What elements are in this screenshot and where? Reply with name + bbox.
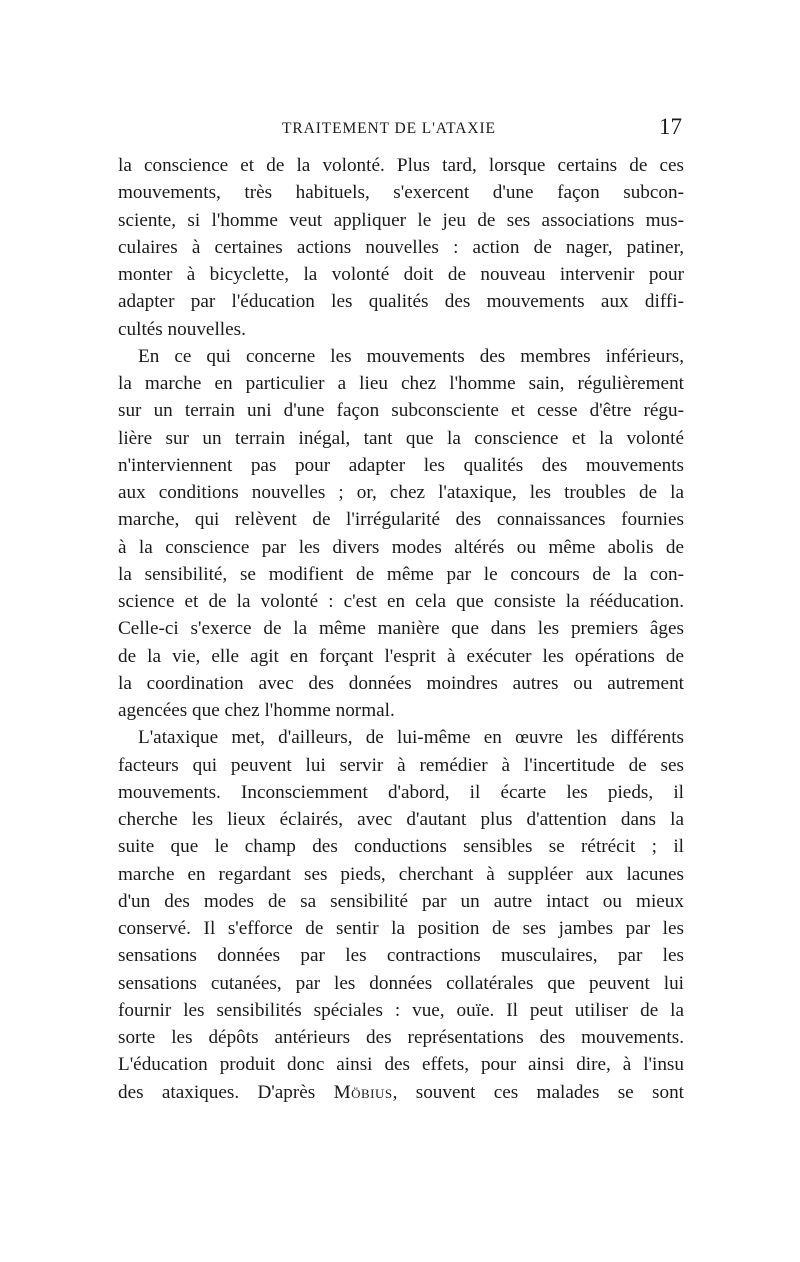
paragraph-first-line: En ce qui concerne les mouvements des membres inférieurs, [138,345,684,367]
text-line: culaires à certaines actions nouvelles : action de nager, patiner, [118,236,684,258]
text-line: mouvements. Inconsciemment d'abord, il écarte les pieds, il [118,781,684,803]
text-line: conservé. Il s'efforce de sentir la position de ses jambes par les [118,918,684,939]
text-line: lière sur un terrain inégal, tant que la conscience et la volonté [118,427,684,449]
text-line: sensations données par les contractions musculaires, par les [118,945,684,967]
text-line: aux conditions nouvelles ; or, chez l'ataxique, les troubles de la [118,482,684,503]
text-line: marche, qui relèvent de l'irrégularité des connaissances fournies [118,509,684,531]
text-line-author [118,1079,684,1106]
text-line: adapter par l'éducation les qualités des mouvements aux diffi- [118,291,684,313]
text-segment: des ataxiques. D'après [118,1081,334,1103]
text-line: fournir les sensibilités spéciales : vue, ouïe. Il peut utiliser de la [118,999,684,1021]
text-line: sciente, si l'homme veut appliquer le jeu de ses associations mus- [118,209,684,231]
paragraph-first-line: L'ataxique met, d'ailleurs, de lui-même en œuvre les différents [138,727,684,749]
text-line: la coordination avec des données moindres autres ou autrement [118,672,684,694]
text-line: agencées que chez l'homme normal. [118,700,395,721]
text-line: à la conscience par les divers modes altérés ou même abolis de [118,536,684,558]
text-line: d'un des modes de sa sensibilité par un autre intact ou mieux [118,890,684,912]
text-line: n'interviennent pas pour adapter les qualités des mouvements [118,454,684,476]
text-line: L'éducation produit donc ainsi des effets, pour ainsi dire, à l'insu [118,1054,684,1076]
text-line: suite que le champ des conductions sensibles se rétrécit ; il [118,836,684,858]
text-line: sorte les dépôts antérieurs des représentations des mouvements. [118,1027,684,1048]
text-line: la sensibilité, se modifient de même par le concours de la con- [118,563,684,585]
text-line: sur un terrain uni d'une façon subconsciente et cesse d'être régu- [118,400,684,422]
text-line: la conscience et de la volonté. Plus tard, lorsque certains de ces [118,155,684,176]
running-title: TRAITEMENT DE L'ATAXIE [282,120,496,137]
text-line: de la vie, elle agit en forçant l'esprit à exécuter les opérations de [118,645,684,667]
text-line: sensations cutanées, par les données collatérales que peuvent lui [118,972,684,994]
text-line: marche en regardant ses pieds, cherchant à suppléer aux lacunes [118,863,684,885]
text-line: mouvements, très habituels, s'exercent d'une façon subcon- [118,182,684,204]
text-line: cultés nouvelles. [118,318,246,340]
page-number: 17 [659,114,682,139]
text-line: monter à bicyclette, la volonté doit de nouveau intervenir pour [118,264,684,285]
text-segment: , souvent ces malades se sont [392,1081,684,1103]
text-line: la marche en particulier a lieu chez l'homme sain, régulièrement [118,373,684,394]
body-text [118,152,684,1106]
author-name: Möbius [333,1081,393,1103]
text-line: facteurs qui peuvent lui servir à remédier à l'incertitude de ses [118,754,684,776]
text-line: Celle-ci s'exerce de la même manière que dans les premiers âges [118,618,684,640]
text-line: cherche les lieux éclairés, avec d'autant plus d'attention dans la [118,809,684,830]
running-head [118,114,684,144]
text-line: science et de la volonté : c'est en cela que consiste la rééducation. [118,591,684,612]
